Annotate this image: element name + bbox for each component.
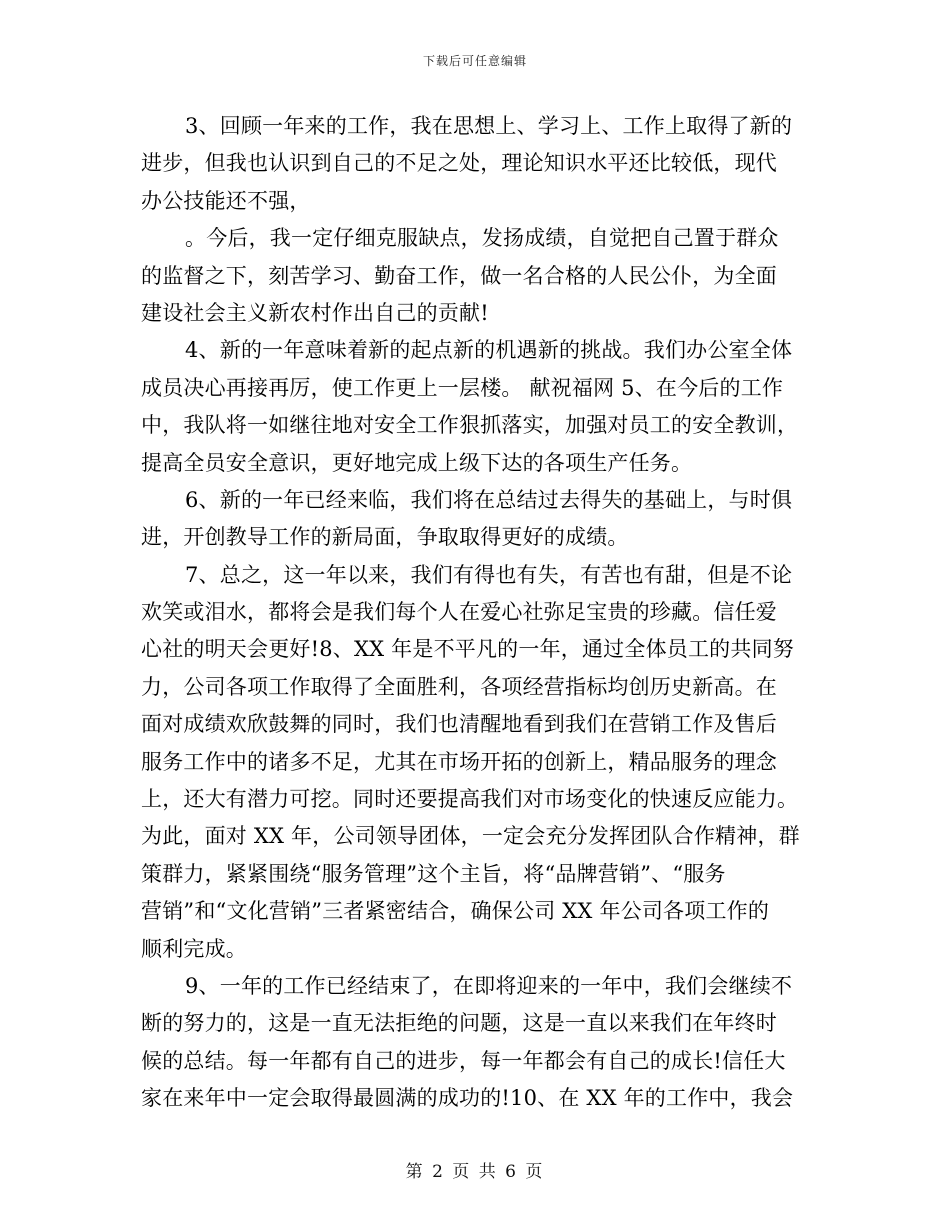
- text-line: 面对成绩欢欣鼓舞的同时，我们也清醒地看到我们在营销工作及售后: [141, 712, 777, 737]
- text-line: 6、新的一年已经来临，我们将在总结过去得失的基础上，与时俱: [185, 487, 793, 512]
- page-header: 下载后可任意编辑: [422, 54, 527, 68]
- text-line: 4、新的一年意味着新的起点新的机遇新的挑战。我们办公室全体: [185, 338, 793, 363]
- text-line: 3、回顾一年来的工作，我在思想上、学习上、工作上取得了新的: [185, 114, 793, 138]
- text-line: 进，开创教导工作的新局面，争取取得更好的成绩。: [141, 525, 629, 550]
- text-line: 力，公司各项工作取得了全面胜利，各项经营指标均创历史新高。在: [141, 674, 777, 699]
- text-line: 营销”和“文化营销”三者紧密结合，确保公司 XX 年公司各项工作的: [141, 899, 770, 924]
- text-line: 家在来年中一定会取得最圆满的成功的!10、在 XX 年的工作中，我会: [141, 1086, 794, 1111]
- text-line: 的监督之下，刻苦学习、勤奋工作，做一名合格的人民公仆，为全面: [141, 263, 777, 288]
- text-line: 7、总之，这一年以来，我们有得也有失，有苦也有甜，但是不论: [185, 562, 793, 587]
- text-line: 为此，面对 XX 年，公司领导团体，一定会充分发挥团队合作精神，群: [141, 824, 800, 849]
- text-line: 9、一年的工作已经结束了，在即将迎来的一年中，我们会继续不: [185, 973, 793, 998]
- text-line: 断的努力的，这是一直无法拒绝的问题，这是一直以来我们在年终时: [141, 1011, 777, 1036]
- text-line: 办公技能还不强，: [141, 188, 311, 213]
- text-line: 欢笑或泪水，都将会是我们每个人在爱心社弥足宝贵的珍藏。信任爱: [141, 600, 777, 625]
- text-line: 策群力，紧紧围绕“服务管理”这个主旨，将“品牌营销”、“服务: [141, 861, 726, 886]
- text-line: 。今后，我一定仔细克服缺点，发扬成绩，自觉把自己置于群众: [185, 226, 779, 251]
- text-line: 进步，但我也认识到自己的不足之处，理论知识水平还比较低，现代: [141, 151, 777, 176]
- text-line: 上，还大有潜力可挖。同时还要提高我们对市场变化的快速反应能力。: [141, 787, 799, 812]
- text-line: 建设社会主义新农村作出自己的贡献!: [141, 300, 489, 325]
- page-number: 第 2 页 共 6 页: [405, 1162, 545, 1182]
- text-line: 候的总结。每一年都有自己的进步，每一年都会有自己的成长!信任大: [141, 1048, 786, 1073]
- text-line: 中，我队将一如继往地对安全工作狠抓落实，加强对员工的安全教训，: [141, 413, 799, 438]
- text-line: 心社的明天会更好!8、XX 年是不平凡的一年，通过全体员工的共同努: [141, 637, 794, 662]
- document-body: [141, 108, 817, 1118]
- text-line: 服务工作中的诸多不足，尤其在市场开拓的创新上，精品服务的理念: [141, 749, 777, 774]
- text-line: 顺利完成。: [141, 936, 247, 961]
- text-line: 提高全员安全意识，更好地完成上级下达的各项生产任务。: [141, 450, 693, 475]
- text-line: 成员决心再接再厉，使工作更上一层楼。 献祝福网 5、在今后的工作: [141, 375, 784, 400]
